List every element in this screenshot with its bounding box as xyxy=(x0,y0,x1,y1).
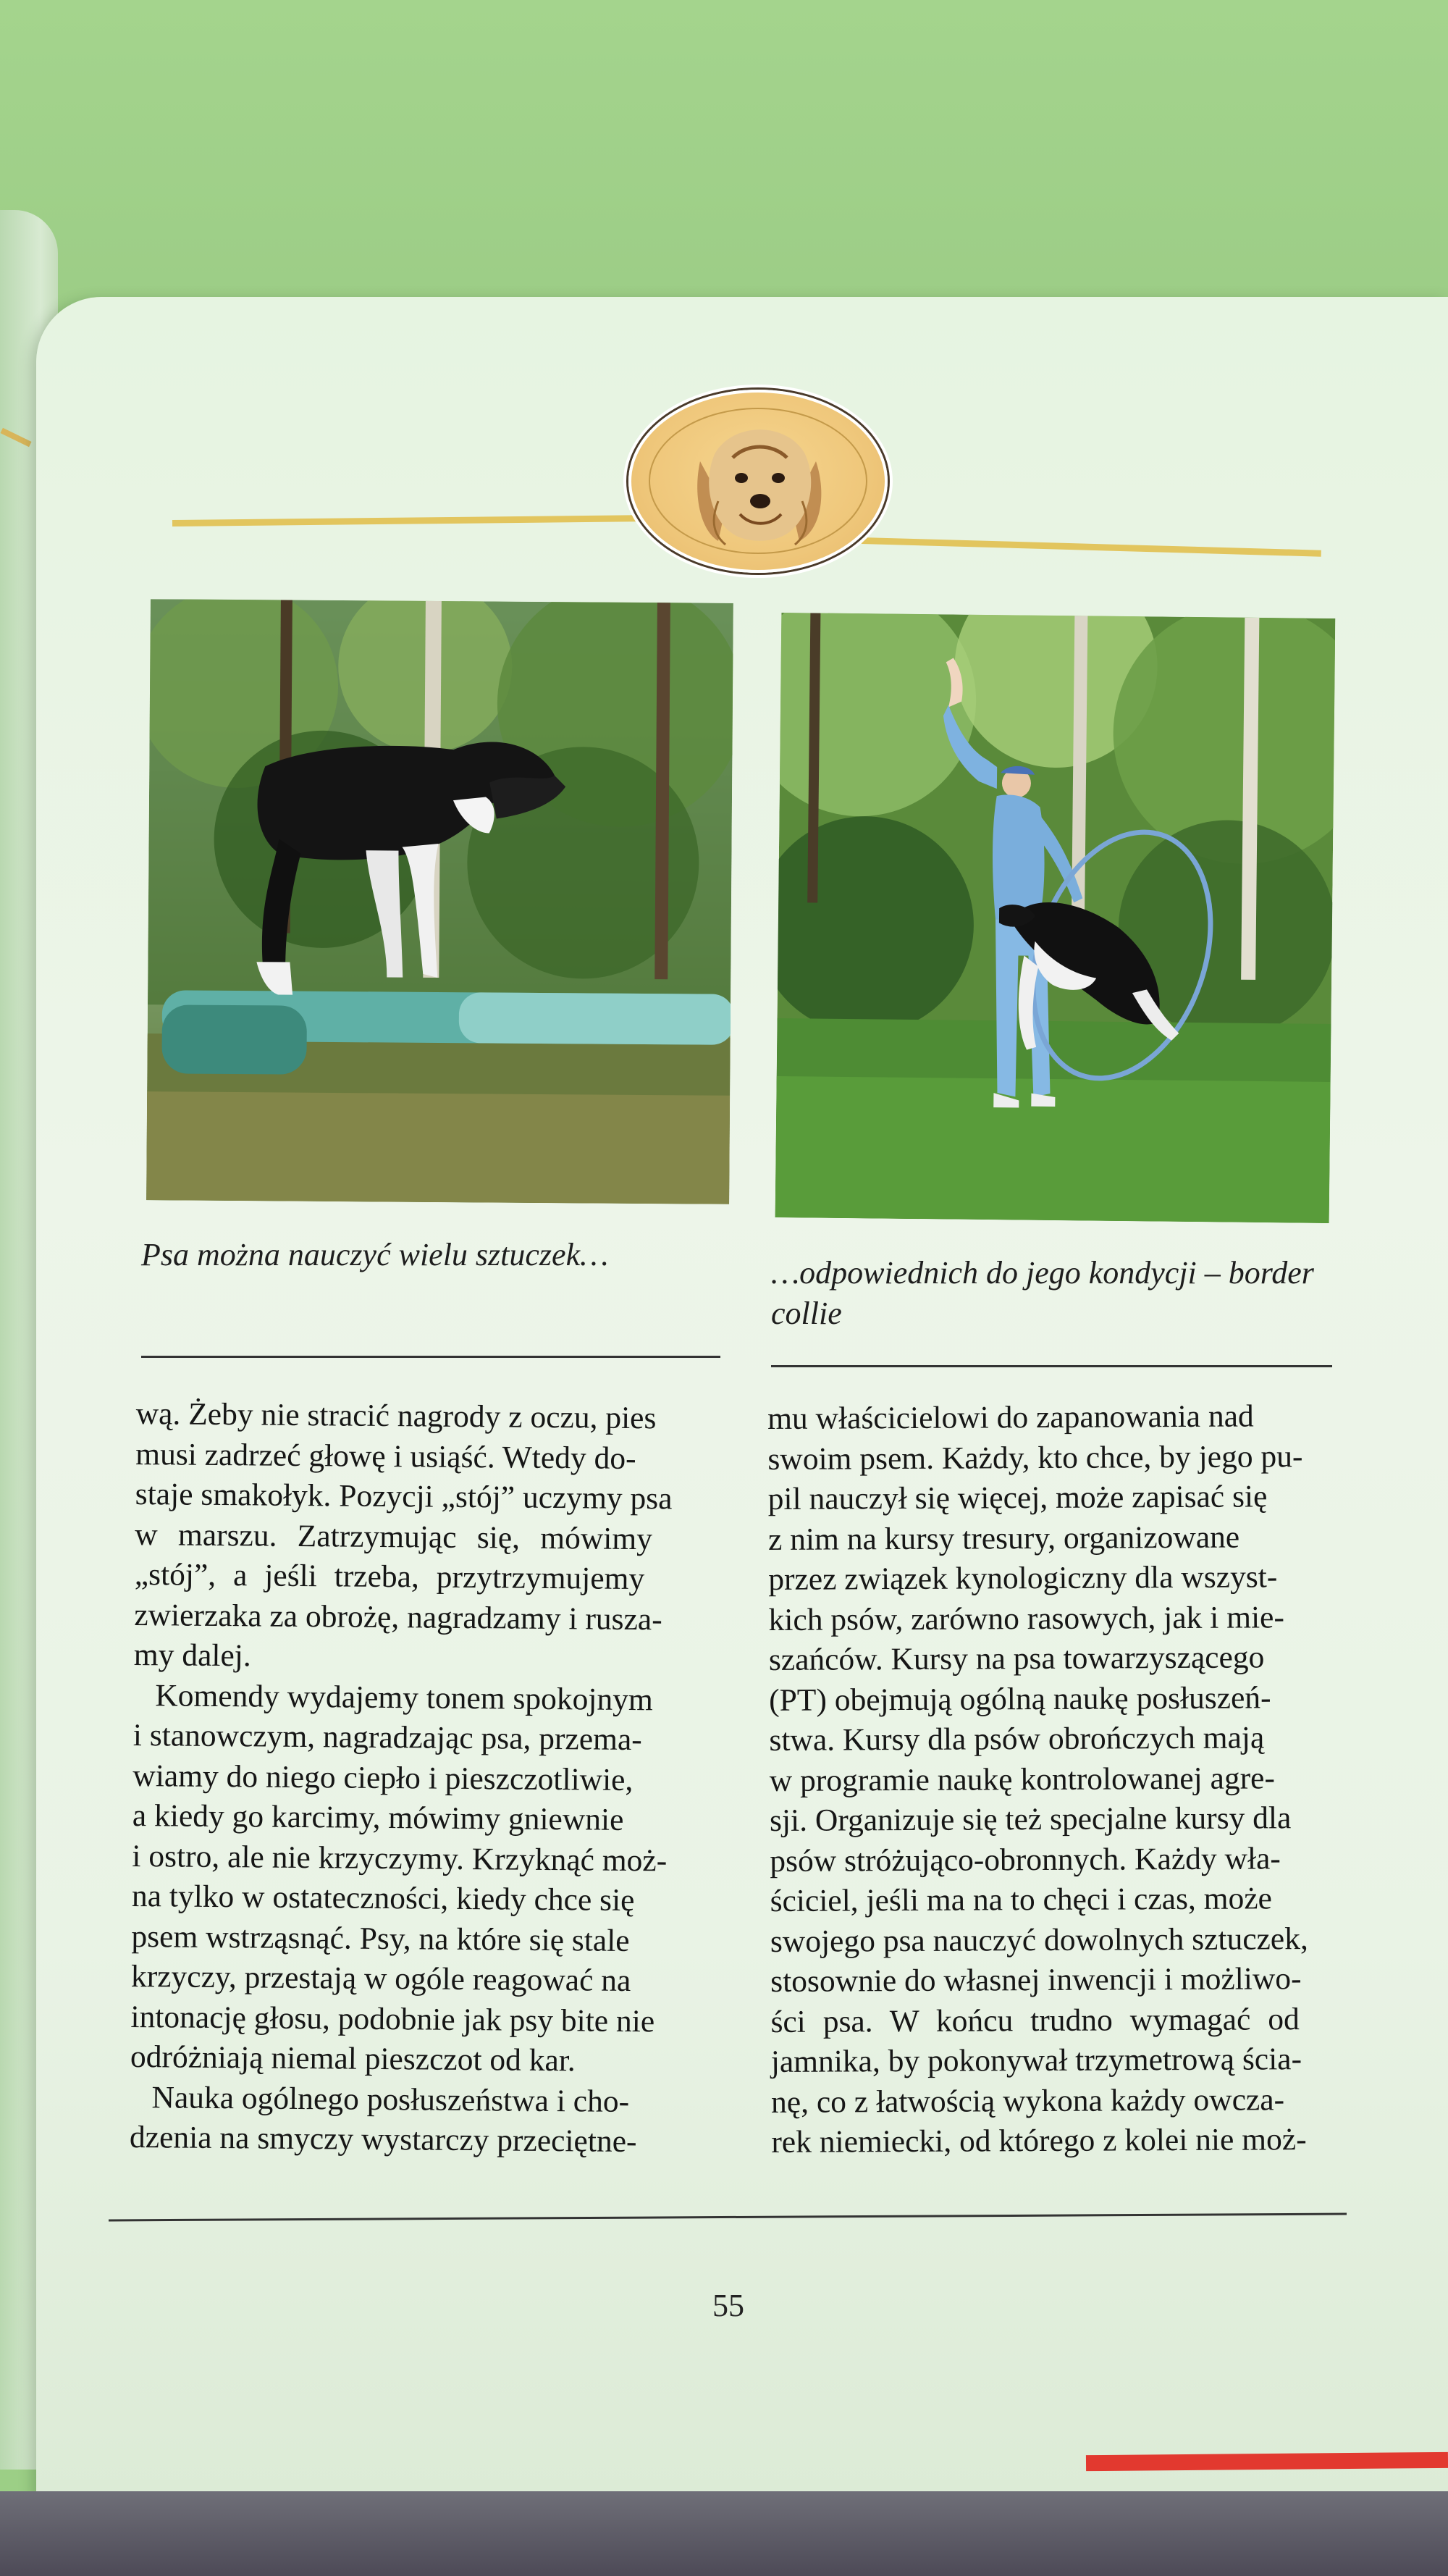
text-line: (PT) obejmują ogólną naukę posłuszeń- xyxy=(769,1679,1271,1718)
text-line: w marszu. Zatrzymując się, mówimy xyxy=(135,1516,653,1556)
text-column-left xyxy=(130,1394,730,2163)
text-line: krzyczy, przestają w ogóle reagować na xyxy=(130,1958,631,1998)
text-line: sji. Organizuje się też specjalne kursy dla xyxy=(769,1800,1292,1838)
text-line: szańców. Kursy na psa towarzyszącego xyxy=(768,1640,1265,1677)
text-line: intonację głosu, podobnie jak psy bite nie xyxy=(130,1999,655,2039)
text-line: rek niemiecki, od którego z kolei nie moż- xyxy=(771,2122,1307,2160)
text-line: mu właścicielowi do zapanowania nad xyxy=(767,1398,1254,1436)
text-line: dzenia na smyczy wystarczy przeciętne- xyxy=(129,2119,637,2160)
text-line: musi zadrzeć głowę i usiąść. Wtedy do- xyxy=(135,1436,636,1476)
text-line: Komendy wydajemy tonem spokojnym xyxy=(155,1677,654,1717)
book-cover-edge xyxy=(1086,2452,1448,2471)
text-line: odróżniają niemal pieszczot od kar. xyxy=(130,2039,576,2078)
text-line: swoim psem. Każdy, kto chce, by jego pu- xyxy=(767,1438,1303,1477)
text-line: przez związek kynologiczny dla wszyst- xyxy=(768,1559,1278,1597)
caption-left: Psa można nauczyć wielu sztuczek… xyxy=(141,1237,609,1272)
caption-rule-right xyxy=(771,1365,1332,1367)
text-line: jamnika, by pokonywał trzymetrową ścia- xyxy=(770,2042,1302,2079)
text-line: psem wstrząsnąć. Psy, na które się stale xyxy=(131,1918,630,1958)
caption-right: …odpowiednich do jego kondycji – border collie xyxy=(771,1255,1314,1331)
text-line: z nim na kursy tresury, organizowane xyxy=(767,1519,1240,1557)
text-line: psów stróżująco-obronnych. Każdy wła- xyxy=(770,1840,1281,1879)
dog-medallion-icon xyxy=(628,390,888,573)
text-line: ści psa. W końcu trudno wymagać od xyxy=(770,2001,1300,2039)
caption-rule-left xyxy=(141,1356,720,1358)
page-number: 55 xyxy=(712,2288,744,2323)
text-line: wą. Żeby nie stracić nagrody z oczu, pies xyxy=(135,1396,657,1436)
text-line: zwierzaka za obrożę, nagradzamy i rusza- xyxy=(134,1597,662,1637)
text-column-right xyxy=(767,1396,1351,2163)
text-line: i ostro, ale nie krzyczymy. Krzyknąć moż- xyxy=(132,1838,668,1878)
text-line: staje smakołyk. Pozycji „stój” uczymy psa xyxy=(135,1476,673,1516)
text-line: pil nauczył się więcej, może zapisać się xyxy=(767,1479,1268,1516)
text-line: w programie naukę kontrolowanej agre- xyxy=(769,1760,1276,1798)
text-line: stosownie do własnej inwencji i możliwo- xyxy=(770,1961,1302,1999)
text-line: ściciel, jeśli ma na to chęci i czas, może xyxy=(770,1881,1273,1918)
text-line: my dalej. xyxy=(133,1637,251,1674)
photo-dog-on-beam xyxy=(146,599,733,1204)
text-line: Nauka ogólnego posłuszeństwa i cho- xyxy=(151,2079,630,2119)
text-line: nę, co z łatwością wykona każdy owcza- xyxy=(770,2081,1285,2120)
text-line: „stój”, a jeśli trzeba, przytrzymujemy xyxy=(134,1556,645,1597)
text-line: na tylko w ostateczności, kiedy chce się xyxy=(131,1878,635,1918)
text-line: kich psów, zarówno rasowych, jak i mie- xyxy=(768,1599,1285,1637)
text-line: swojego psa nauczyć dowolnych sztuczek, xyxy=(770,1921,1308,1959)
text-line: wiamy do niego ciepło i pieszczotliwie, xyxy=(132,1758,634,1797)
photo-dog-through-hoop xyxy=(775,613,1336,1223)
text-line: a kiedy go karcimy, mówimy gniewnie xyxy=(132,1797,624,1837)
table-surface xyxy=(0,2491,1448,2576)
text-line: i stanowczym, nagradzając psa, przema- xyxy=(132,1717,642,1758)
text-line: stwa. Kursy dla psów obrończych mają xyxy=(769,1720,1265,1758)
